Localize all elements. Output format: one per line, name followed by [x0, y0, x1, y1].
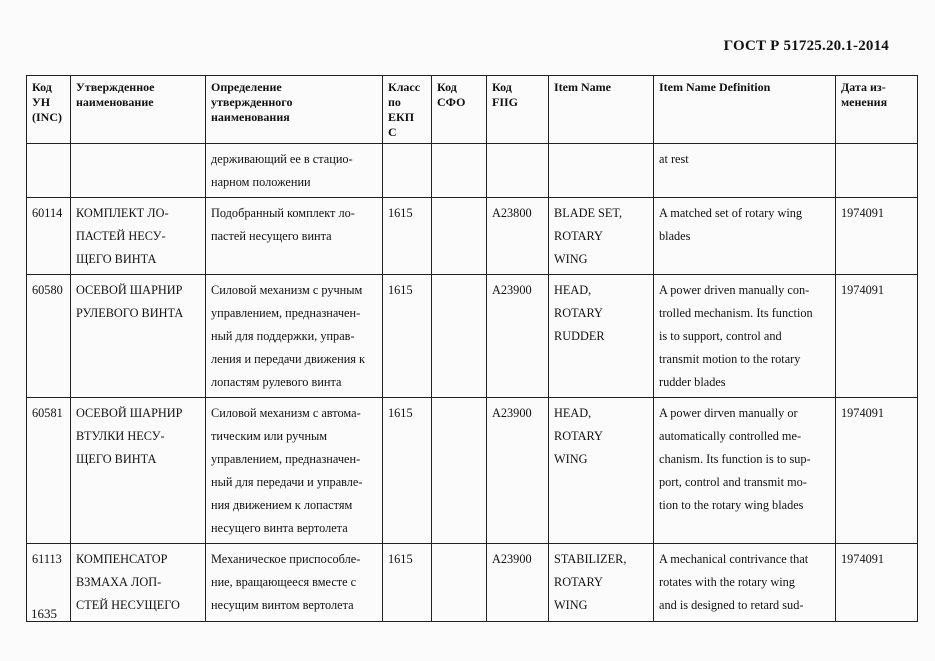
column-header-definition: [206, 76, 383, 144]
cell-text-line: ROTARY: [554, 306, 603, 320]
cell-text-line: A power dirven manually or: [659, 406, 798, 420]
table-header-row: [27, 76, 918, 144]
cell-text-line: ROTARY: [554, 575, 603, 589]
cell-text-line: тическим или ручным: [211, 429, 328, 443]
cell-text-line: ROTARY: [554, 429, 603, 443]
column-header-line: Item Name: [554, 80, 611, 94]
cell-text-line: is to support, control and: [659, 329, 782, 343]
cell-text-line: transmit motion to the rotary: [659, 352, 801, 366]
page-number: 1635: [31, 606, 57, 621]
table-row: [27, 144, 918, 198]
column-header-class: [383, 76, 432, 144]
column-header-line: Утвержденное: [76, 80, 155, 94]
cell-code: 60114: [27, 198, 71, 275]
cell-text-line: ROTARY: [554, 229, 603, 243]
cell-text-line: ОСЕВОЙ ШАРНИР: [76, 283, 183, 297]
cell-text-line: ный для поддержки, управ-: [211, 329, 355, 343]
cell-text-line: несущим винтом вертолета: [211, 598, 354, 612]
cell-definition: [206, 198, 383, 275]
column-header-line: Item Name Definition: [659, 80, 771, 94]
cell-text-line: chanism. Its function is to sup-: [659, 452, 811, 466]
cell-date: 1974091: [836, 275, 918, 398]
cell-text-line: КОМПЕНСАТОР: [76, 552, 168, 566]
cell-code: 60580: [27, 275, 71, 398]
cell-text-line: blades: [659, 229, 691, 243]
cell-class: 1615: [383, 275, 432, 398]
cell-text-line: ОСЕВОЙ ШАРНИР: [76, 406, 183, 420]
cell-code: 60581: [27, 398, 71, 544]
cell-class: 1615: [383, 198, 432, 275]
table-row: [27, 275, 918, 398]
cell-fiig: A23800: [487, 198, 549, 275]
column-header-code: [27, 76, 71, 144]
cell-code: [27, 144, 71, 198]
cell-text-line: A power driven manually con-: [659, 283, 810, 297]
cell-class: 1615: [383, 398, 432, 544]
column-header-line: СФО: [437, 95, 466, 109]
cell-text-line: лопастям рулевого винта: [211, 375, 342, 389]
cell-text-line: управлением, предназначен-: [211, 306, 361, 320]
cell-item-name: [549, 544, 654, 622]
cell-text-line: STABILIZER,: [554, 552, 627, 566]
column-header-sfo: [432, 76, 487, 144]
column-header-line: Дата из-: [841, 80, 886, 94]
cell-text-line: WING: [554, 452, 588, 466]
cell-definition: [206, 275, 383, 398]
cell-item-name: [549, 144, 654, 198]
cell-date: 1974091: [836, 198, 918, 275]
cell-text-line: управлением, предназначен-: [211, 452, 361, 466]
cell-date: [836, 144, 918, 198]
cell-text-line: Силовой механизм с автома-: [211, 406, 361, 420]
column-header-line: С: [388, 125, 397, 139]
cell-text-line: ВЗМАХА ЛОП-: [76, 575, 162, 589]
cell-definition: [206, 544, 383, 622]
cell-date: 1974091: [836, 398, 918, 544]
column-header-line: ЕКП: [388, 110, 415, 124]
cell-text-line: automatically controlled me-: [659, 429, 802, 443]
cell-item-definition: [654, 275, 836, 398]
cell-text-line: пастей несущего винта: [211, 229, 332, 243]
table-row: [27, 544, 918, 622]
cell-text-line: rudder blades: [659, 375, 726, 389]
cell-text-line: ния движением к лопастям: [211, 498, 353, 512]
column-header-line: Класс: [388, 80, 421, 94]
cell-text-line: ние, вращающееся вместе с: [211, 575, 357, 589]
cell-text-line: ления и передачи движения к: [211, 352, 365, 366]
column-header-item-definition: [654, 76, 836, 144]
cell-text-line: ПАСТЕЙ НЕСУ-: [76, 229, 166, 243]
cell-name: [71, 275, 206, 398]
cell-sfo: [432, 544, 487, 622]
column-header-line: FIIG: [492, 95, 519, 109]
cell-text-line: BLADE SET,: [554, 206, 623, 220]
cell-sfo: [432, 398, 487, 544]
cell-name: [71, 544, 206, 622]
cell-text-line: ЩЕГО ВИНТА: [76, 252, 157, 266]
document-header-title: ГОСТ Р 51725.20.1-2014: [723, 38, 889, 54]
column-header-date: [836, 76, 918, 144]
column-header-item-name: [549, 76, 654, 144]
column-header-line: Код: [437, 80, 457, 94]
cell-text-line: Подобранный комплект ло-: [211, 206, 355, 220]
table-row: [27, 398, 918, 544]
cell-sfo: [432, 275, 487, 398]
column-header-line: по: [388, 95, 401, 109]
column-header-line: Определение: [211, 80, 282, 94]
cell-class: [383, 144, 432, 198]
cell-text-line: ный для передачи и управле-: [211, 475, 363, 489]
cell-text-line: СТЕЙ НЕСУЩЕГО: [76, 598, 180, 612]
column-header-line: УН: [32, 95, 51, 109]
cell-text-line: trolled mechanism. Its function: [659, 306, 813, 320]
cell-text-line: держивающий ее в стацио-: [211, 152, 353, 166]
cell-item-definition: [654, 144, 836, 198]
cell-text-line: ЩЕГО ВИНТА: [76, 452, 157, 466]
column-header-fiig: [487, 76, 549, 144]
cell-item-definition: [654, 198, 836, 275]
table-row: [27, 198, 918, 275]
column-header-line: наименование: [76, 95, 154, 109]
cell-date: 1974091: [836, 544, 918, 622]
cell-text-line: HEAD,: [554, 406, 592, 420]
cell-text-line: Силовой механизм с ручным: [211, 283, 363, 297]
cell-item-definition: [654, 544, 836, 622]
catalog-table: [26, 75, 918, 622]
cell-text-line: WING: [554, 598, 588, 612]
cell-text-line: КОМПЛЕКТ ЛО-: [76, 206, 169, 220]
cell-item-definition: [654, 398, 836, 544]
column-header-line: наименования: [211, 110, 290, 124]
cell-fiig: A23900: [487, 275, 549, 398]
cell-fiig: [487, 144, 549, 198]
column-header-line: (INC): [32, 110, 62, 124]
cell-text-line: нарном положении: [211, 175, 311, 189]
cell-text-line: tion to the rotary wing blades: [659, 498, 804, 512]
cell-item-name: [549, 398, 654, 544]
column-header-line: Код: [492, 80, 512, 94]
cell-fiig: A23900: [487, 544, 549, 622]
cell-name: [71, 144, 206, 198]
cell-code: 61113: [27, 544, 71, 622]
column-header-line: менения: [841, 95, 888, 109]
cell-definition: [206, 144, 383, 198]
cell-text-line: rotates with the rotary wing: [659, 575, 795, 589]
cell-item-name: [549, 198, 654, 275]
cell-text-line: RUDDER: [554, 329, 605, 343]
cell-sfo: [432, 198, 487, 275]
column-header-line: Код: [32, 80, 52, 94]
cell-name: [71, 398, 206, 544]
cell-text-line: ВТУЛКИ НЕСУ-: [76, 429, 165, 443]
cell-text-line: port, control and transmit mo-: [659, 475, 807, 489]
cell-item-name: [549, 275, 654, 398]
cell-text-line: at rest: [659, 152, 689, 166]
cell-text-line: РУЛЕВОГО ВИНТА: [76, 306, 184, 320]
column-header-name: [71, 76, 206, 144]
cell-fiig: A23900: [487, 398, 549, 544]
cell-definition: [206, 398, 383, 544]
cell-text-line: and is designed to retard sud-: [659, 598, 804, 612]
cell-name: [71, 198, 206, 275]
cell-text-line: WING: [554, 252, 588, 266]
cell-text-line: Механическое приспособле-: [211, 552, 361, 566]
cell-text-line: A matched set of rotary wing: [659, 206, 803, 220]
cell-text-line: A mechanical contrivance that: [659, 552, 809, 566]
cell-class: 1615: [383, 544, 432, 622]
cell-text-line: несущего винта вертолета: [211, 521, 348, 535]
column-header-line: утвержденного: [211, 95, 293, 109]
cell-text-line: HEAD,: [554, 283, 592, 297]
cell-sfo: [432, 144, 487, 198]
